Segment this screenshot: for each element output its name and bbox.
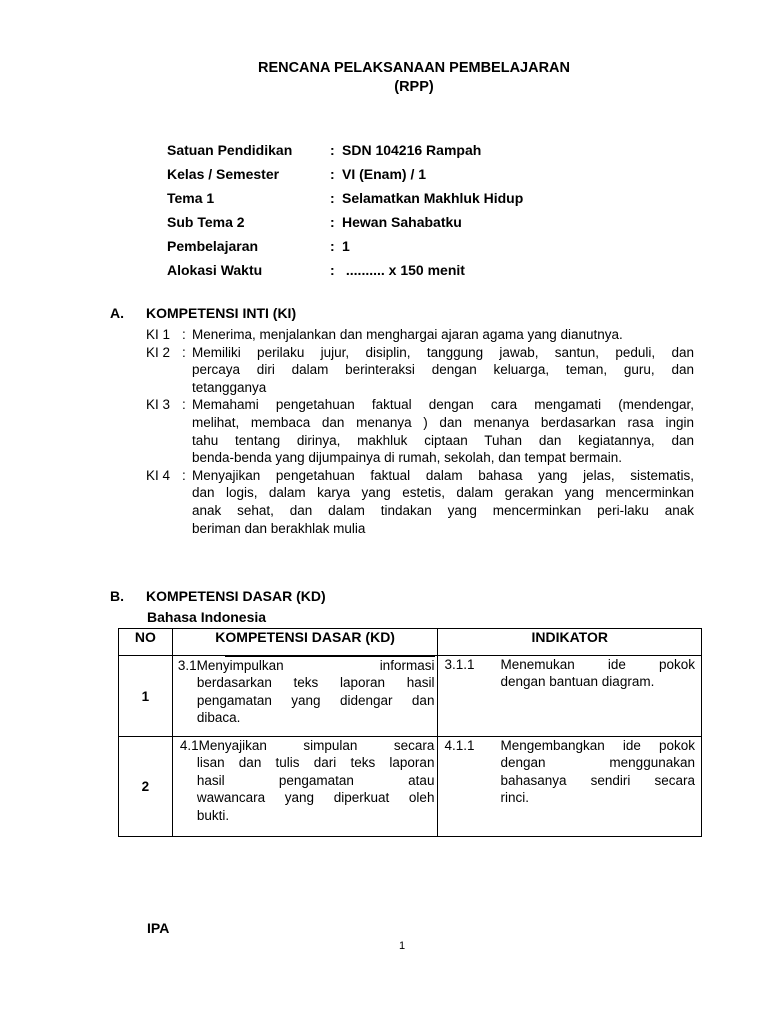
identity-colon: : <box>330 262 335 278</box>
identity-block <box>167 142 667 286</box>
identity-colon: : <box>330 238 335 254</box>
indikator-number: 4.1.1 <box>444 738 475 753</box>
ki-colon: : <box>182 397 186 413</box>
document-subtitle: (RPP) <box>394 79 434 95</box>
identity-label: Kelas / Semester <box>167 166 280 182</box>
kd-text-line: bukti. <box>196 807 230 823</box>
ki-text-line: dan logis, dalam karya yang estetis, dalam gerakan yang mencerminkan <box>192 485 694 501</box>
ki-list <box>146 326 694 537</box>
ki-code: KI 3 <box>146 397 171 413</box>
kd-cell <box>172 656 438 737</box>
kd-text-line: hasil pengamatan atau <box>196 772 435 788</box>
ki-text-line: tetangganya <box>192 379 267 395</box>
row-no: 2 <box>119 737 173 837</box>
ipa-heading: IPA <box>147 920 170 936</box>
kd-text-word: secara <box>393 738 435 753</box>
ki-item <box>146 396 694 466</box>
ki-colon: : <box>182 467 186 483</box>
subject-label: Bahasa Indonesia <box>147 609 267 625</box>
indikator-line: dengan menggunakan <box>500 755 695 771</box>
identity-label: Satuan Pendidikan <box>167 142 293 158</box>
table-row <box>119 656 702 737</box>
identity-row <box>167 214 667 238</box>
identity-colon: : <box>330 166 335 182</box>
identity-colon: : <box>330 214 335 230</box>
identity-row <box>167 238 667 262</box>
ki-code: KI 1 <box>146 327 171 342</box>
identity-label: Tema 1 <box>167 190 215 206</box>
document-title: RENCANA PELAKSANAAN PEMBELAJARAN <box>257 60 571 76</box>
kd-cell <box>172 737 438 837</box>
indikator-cell <box>438 656 702 737</box>
kd-text-line: pengamatan yang didengar dan <box>196 692 435 708</box>
indikator-cell <box>438 737 702 837</box>
kd-text-line: dibaca. <box>196 710 241 726</box>
kd-text-word: informasi <box>379 658 435 673</box>
identity-row <box>167 142 667 166</box>
identity-row <box>167 190 667 214</box>
ki-text-line: Memiliki perilaku jujur, disiplin, tanggung jawab, santun, peduli, dan <box>192 344 694 360</box>
identity-label: Pembelajaran <box>167 238 259 254</box>
section-a-letter: A. <box>110 305 124 321</box>
header-no: NO <box>119 629 173 656</box>
kd-text-word: Menyajikan <box>198 738 267 753</box>
kd-text-word: simpulan <box>303 738 358 753</box>
header-kd: KOMPETENSI DASAR (KD) <box>172 629 438 656</box>
table-row <box>119 737 702 837</box>
indikator-line: bahasanya sendiri secara <box>500 772 695 788</box>
indikator-text <box>438 656 701 691</box>
indikator-line: Menemukan ide pokok <box>500 657 695 672</box>
header-indikator: INDIKATOR <box>438 629 702 656</box>
kd-number: 3.1 <box>177 658 197 673</box>
identity-value: 1 <box>342 238 350 254</box>
indikator-line: Mengembangkan ide pokok <box>500 738 695 753</box>
ki-text-line: Memahami pengetahuan faktual dengan cara mengamati (mendengar, <box>192 397 694 413</box>
indikator-number: 3.1.1 <box>444 657 475 672</box>
kd-text-line: wawancara yang diperkuat oleh <box>196 790 435 806</box>
ki-text-line: melihat, membaca dan menanya ) dan menanya berdasarkan rasa ingin <box>192 414 694 430</box>
row-no: 1 <box>119 656 173 737</box>
kd-text-word: Menyimpulkan <box>196 658 284 673</box>
ki-text-line: tahu tentang dirinya, makhluk ciptaan Tuhan dan kegiatannya, dan <box>192 432 694 448</box>
identity-row <box>167 262 667 286</box>
kd-text-line: lisan dan tulis dari teks laporan <box>196 755 435 771</box>
identity-label: Sub Tema 2 <box>167 214 245 230</box>
section-b-heading: KOMPETENSI DASAR (KD) <box>146 588 326 604</box>
identity-label: Alokasi Waktu <box>167 262 263 278</box>
ki-code: KI 4 <box>146 467 171 483</box>
ki-text-line: Menyajikan pengetahuan faktual dalam bahasa yang jelas, sistematis, <box>192 467 694 483</box>
kd-text-line: berdasarkan teks laporan hasil <box>196 675 435 691</box>
ki-text-line: beriman dan berakhlak mulia <box>192 520 366 536</box>
ki-colon: : <box>182 327 186 342</box>
identity-value: Selamatkan Makhluk Hidup <box>342 190 524 206</box>
page-number: 1 <box>398 940 406 952</box>
section-b-letter: B. <box>110 588 124 604</box>
identity-value: VI (Enam) / 1 <box>342 166 427 182</box>
indikator-line: rinci. <box>500 790 529 806</box>
ki-item <box>146 344 694 397</box>
ki-item <box>146 467 694 537</box>
kd-table <box>118 628 702 837</box>
ki-text-line: Menerima, menjalankan dan menghargai ajaran agama yang dianutnya. <box>192 327 623 342</box>
ki-colon: : <box>182 344 186 360</box>
ki-item <box>146 326 694 344</box>
kd-number: 4.1 <box>179 738 199 753</box>
ki-code: KI 2 <box>146 344 171 360</box>
kd-text <box>173 657 438 731</box>
table-header-row <box>119 629 702 656</box>
ki-text-line: percaya diri dalam berinteraksi dengan keluarga, teman, guru, dan <box>192 362 694 378</box>
identity-value: Hewan Sahabatku <box>342 214 462 230</box>
identity-value: .......... x 150 menit <box>342 262 465 278</box>
identity-colon: : <box>330 190 335 206</box>
indikator-text <box>438 737 701 807</box>
ki-text-line: benda-benda yang dijumpainya di rumah, sekolah, dan tempat bermain. <box>192 450 623 466</box>
section-a-heading: KOMPETENSI INTI (KI) <box>146 305 297 321</box>
identity-row <box>167 166 667 190</box>
identity-colon: : <box>330 142 335 158</box>
kd-text <box>173 737 438 828</box>
indikator-line: dengan bantuan diagram. <box>500 674 655 690</box>
identity-value: SDN 104216 Rampah <box>342 142 482 158</box>
ki-text-line: anak sehat, dan dalam tindakan yang mencerminkan peri-laku anak <box>192 502 694 518</box>
